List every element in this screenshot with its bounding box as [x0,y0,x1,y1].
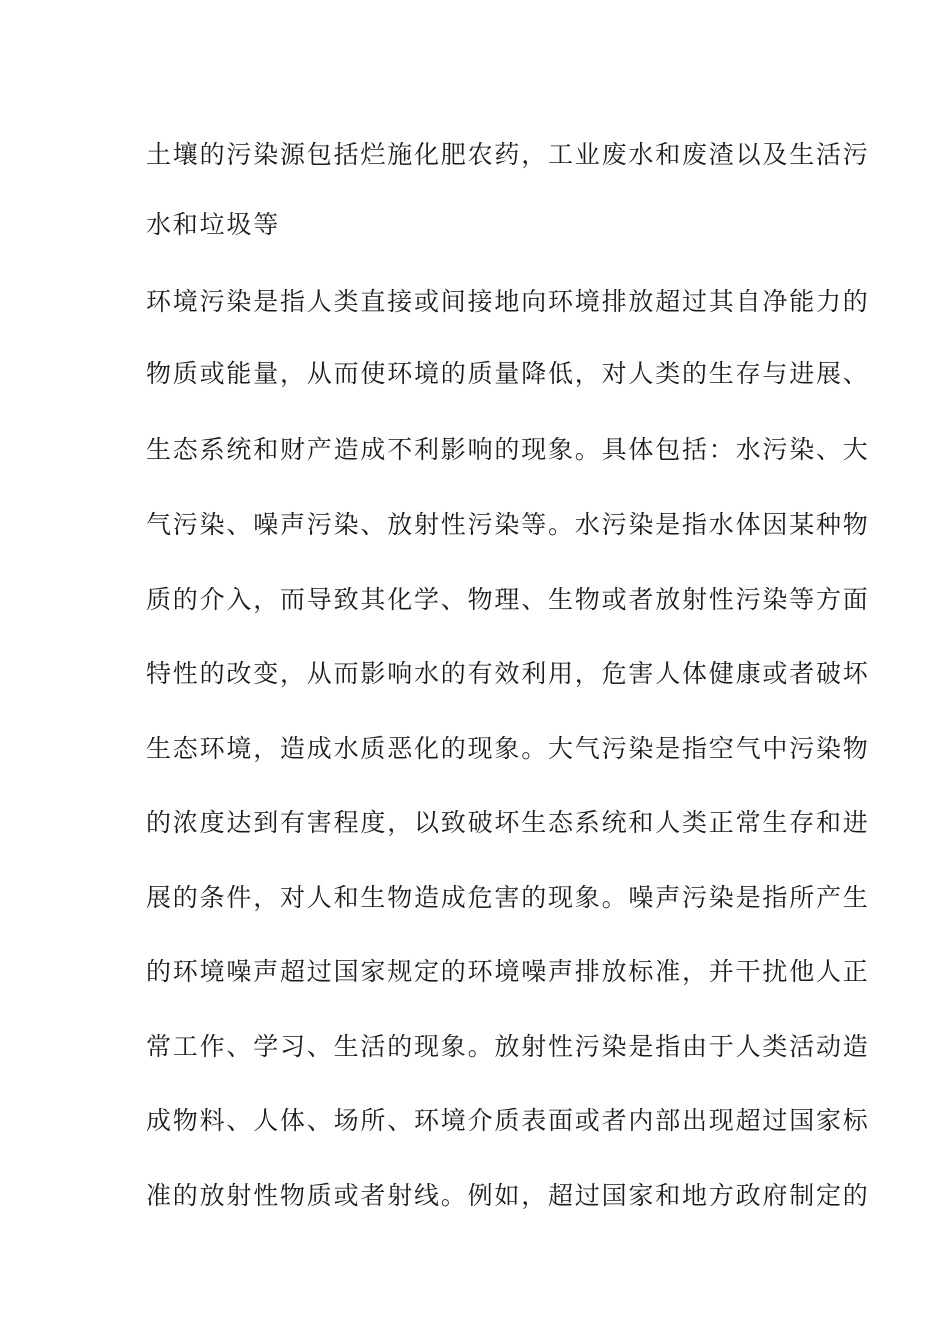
text-line: 生态系统和财产造成不利影响的现象。具体包括：水污染、大 [146,435,870,464]
text-line: 气污染、噪声污染、放射性污染等。水污染是指水体因某种物 [146,510,870,539]
text-line: 的环境噪声超过国家规定的环境噪声排放标准，并干扰他人正 [146,957,870,986]
text-line: 土壤的污染源包括烂施化肥农药，工业废水和废渣以及生活污 [146,140,870,169]
text-line: 成物料、人体、场所、环境介质表面或者内部出现超过国家标 [146,1106,870,1135]
text-line: 准的放射性物质或者射线。例如，超过国家和地方政府制定的 [146,1181,870,1210]
text-line: 展的条件，对人和生物造成危害的现象。噪声污染是指所产生 [146,883,870,912]
text-line: 的浓度达到有害程度，以致破坏生态系统和人类正常生存和进 [146,808,870,837]
text-line: 质的介入，而导致其化学、物理、生物或者放射性污染等方面 [146,585,870,614]
text-line: 物质或能量，从而使环境的质量降低，对人类的生存与进展、 [146,359,870,388]
text-line: 环境污染是指人类直接或间接地向环境排放超过其自净能力的 [146,287,870,316]
text-line: 生态环境，造成水质恶化的现象。大气污染是指空气中污染物 [146,734,870,763]
text-line: 特性的改变，从而影响水的有效利用，危害人体健康或者破坏 [146,659,870,688]
text-line: 水和垃圾等 [146,210,281,239]
text-line: 常工作、学习、生活的现象。放射性污染是指由于人类活动造 [146,1032,870,1061]
